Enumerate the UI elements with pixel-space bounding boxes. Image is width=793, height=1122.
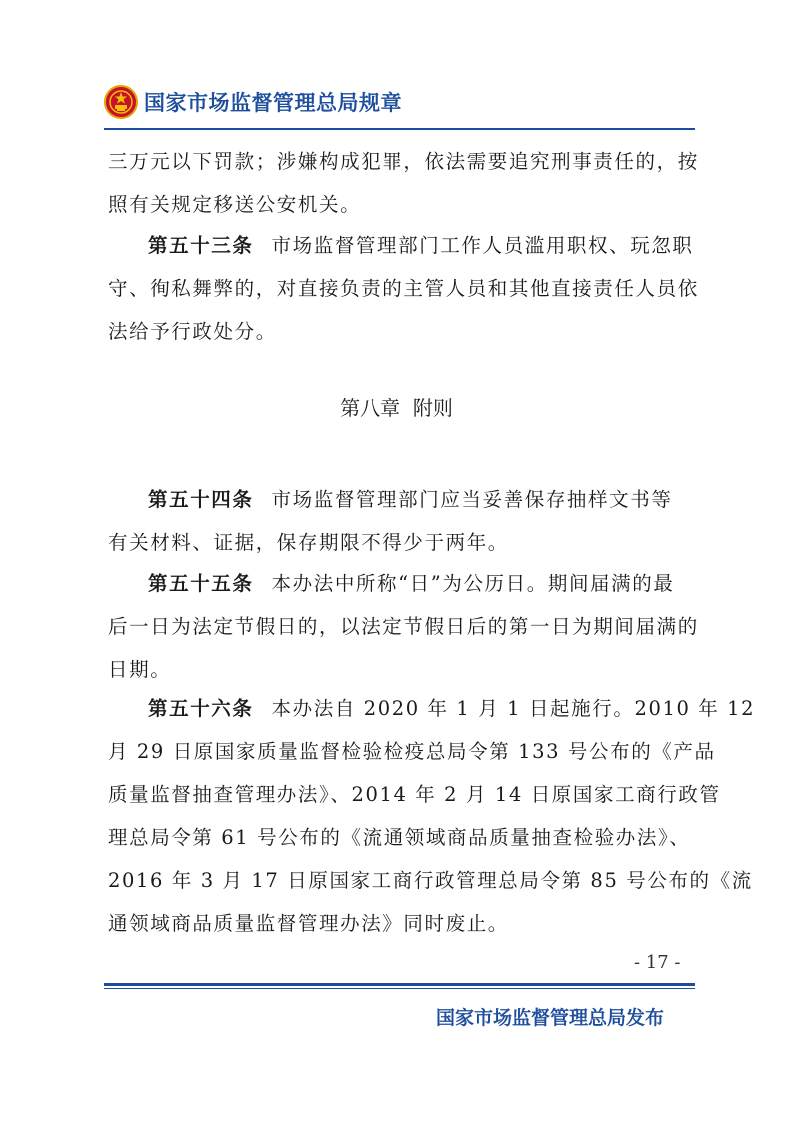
page-number: - 17 - xyxy=(634,952,681,973)
text-line: 后一日为法定节假日的，以法定节假日后的第一日为期间届满的 xyxy=(108,615,699,638)
text-line: 本办法中所称“日”为公历日。期间届满的最 xyxy=(271,572,675,595)
national-emblem-icon xyxy=(104,85,138,119)
header-title: 国家市场监督管理总局规章 xyxy=(144,91,402,115)
text-line: 照有关规定移送公安机关。 xyxy=(108,193,362,216)
footer-rule-thin xyxy=(104,988,695,989)
article-55 xyxy=(108,562,699,691)
article-number: 第五十五条 xyxy=(148,572,254,595)
text-line: 市场监督管理部门工作人员滥用职权、玩忽职 xyxy=(271,234,694,257)
article-53 xyxy=(108,224,699,353)
article-number: 第五十六条 xyxy=(148,697,254,720)
footer-rule xyxy=(104,983,695,986)
text-line: 有关材料、证据，保存期限不得少于两年。 xyxy=(108,531,509,554)
text-line: 守、徇私舞弊的，对直接负责的主管人员和其他直接责任人员依 xyxy=(108,277,699,300)
continuation-paragraph xyxy=(108,140,699,226)
article-54 xyxy=(108,478,696,564)
article-number: 第五十四条 xyxy=(148,488,254,511)
text-line: 法给予行政处分。 xyxy=(108,320,277,343)
text-line: 三万元以下罚款；涉嫌构成犯罪，依法需要追究刑事责任的，按 xyxy=(108,150,699,173)
footer-publisher: 国家市场监督管理总局发布 xyxy=(436,1007,665,1029)
text-line: 本办法自 2020 年 1 月 1 日起施行。2010 年 12 xyxy=(271,697,756,720)
text-line: 通领域商品质量监督管理办法》同时废止。 xyxy=(108,912,509,935)
text-line: 2016 年 3 月 17 日原国家工商行政管理总局令第 85 号公布的《流 xyxy=(108,869,753,892)
article-number: 第五十三条 xyxy=(148,234,254,257)
chapter-heading: 第八章 附则 xyxy=(340,396,453,420)
text-line: 理总局令第 61 号公布的《流通领域商品质量抽查检验办法》、 xyxy=(108,826,691,849)
text-line: 市场监督管理部门应当妥善保存抽样文书等 xyxy=(271,488,673,511)
text-line: 质量监督抽查管理办法》、2014 年 2 月 14 日原国家工商行政管 xyxy=(108,783,721,806)
text-line: 日期。 xyxy=(108,658,172,681)
header-rule xyxy=(104,128,695,130)
page-header xyxy=(104,82,402,122)
article-56 xyxy=(108,687,756,945)
text-line: 月 29 日原国家质量监督检验检疫总局令第 133 号公布的《产品 xyxy=(108,740,716,763)
